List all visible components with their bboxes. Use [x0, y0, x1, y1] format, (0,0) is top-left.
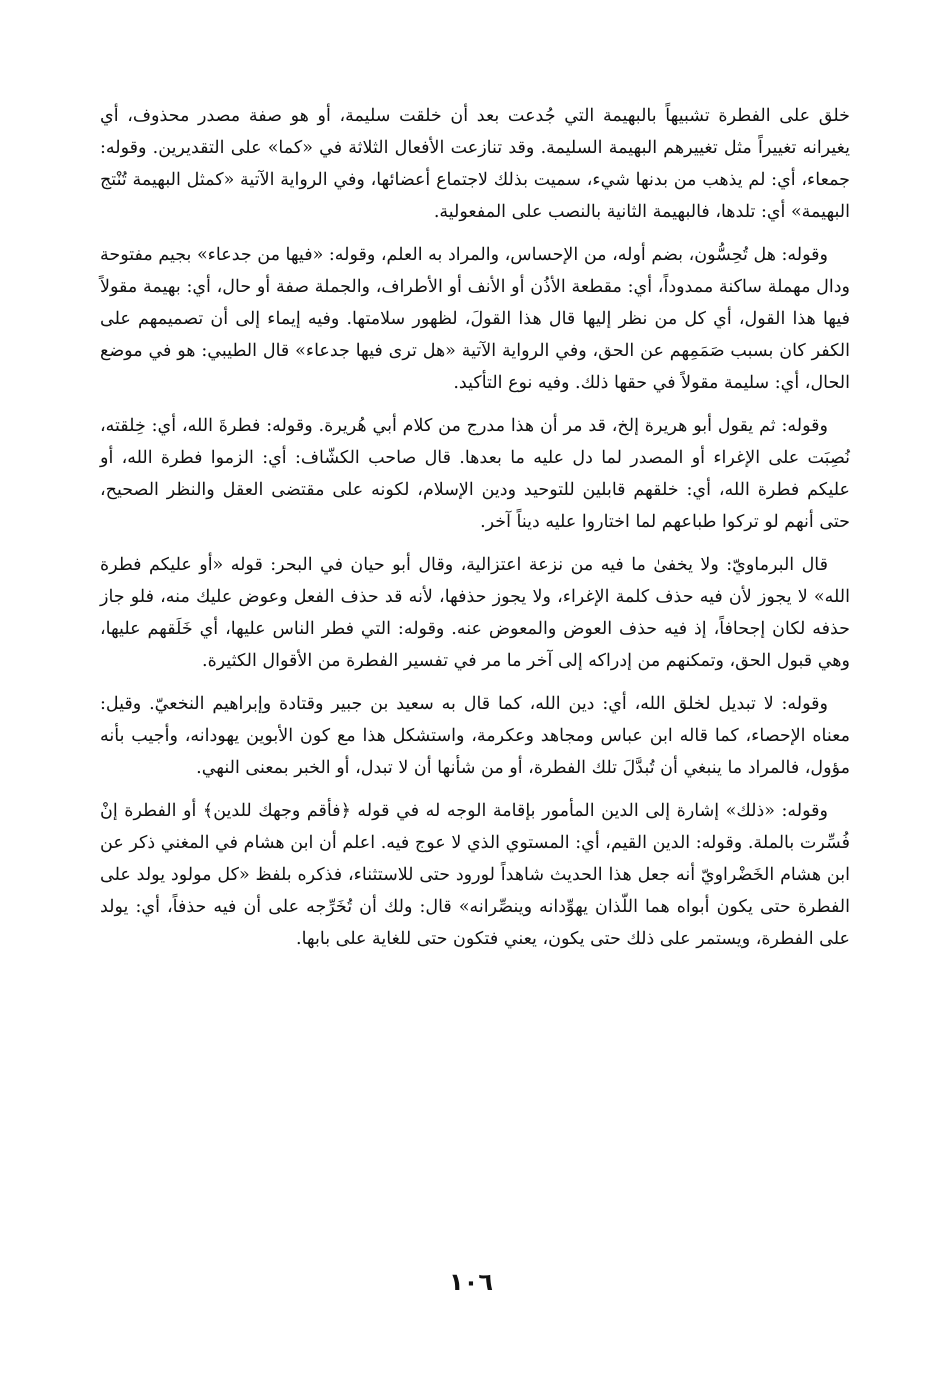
paragraph-5: وقوله: لا تبديل لخلق الله، أي: دين الله، كما قال به سعيد بن جبير وقتادة وإبراهيم النخعيّ. وقيل: معناه الإحصاء، كما قاله ابن عباس ومجاهد وعكرمة، واستشكل هذا مع كون الأبوين يهودانه، وأجيب بأنه مؤول، فالمراد ما ينبغي أن تُبدَّلَ تلك الفطرة، أو من شأنها أن لا تبدل، أو الخبر بمعنى النهي. [100, 694, 850, 778]
paragraph-6: وقوله: «ذلك» إشارة إلى الدين المأمور بإقامة الوجه له في قوله ﴿فأقم وجهك للدين﴾ أو الفطرة إنْ فُسِّرت بالملة. وقوله: الدين القيم، أي: المستوي الذي لا عوج فيه. اعلم أن ابن هشام في المغني ذكر عن ابن هشام الخَضْراويّ أنه جعل هذا الحديث شاهداً لورود حتى للاستثناء، فذكره بلفظ «كل مولود يولد على الفطرة حتى يكون أبواه هما اللّذان يهوِّدانه وينصِّرانه» قال: ولك أن تُخَرِّجه على أن فيه حذفاً، أي: يولد على الفطرة، ويستمر على ذلك حتى يكون، يعني فتكون حتى للغاية على بابها. [100, 801, 850, 949]
paragraph-3: وقوله: ثم يقول أبو هريرة إلخ، قد مر أن هذا مدرج من كلام أبي هُريرة. وقوله: فطرةَ الله، أي: خِلقته، نُصِبَت على الإغراء أو المصدر لما دل عليه ما بعدها. قال صاحب الكشّاف: أي: الزموا فطرة الله، أو عليكم فطرة الله، أي: خلقهم قابلين للتوحيد ودين الإسلام، لكونه على مقتضى العقل والنظر الصحيح، حتى أنهم لو تركوا طباعهم لما اختاروا عليه ديناً آخر. [100, 416, 850, 532]
page-number: ١٠٦ [449, 1268, 493, 1296]
paragraph-1: خلق على الفطرة تشبيهاً بالبهيمة التي جُدعت بعد أن خلقت سليمة، أو هو صفة مصدر محذوف، أي يغيرانه تغييراً مثل تغييرهم البهيمة السليمة. وقد تنازعت الأفعال الثلاثة في «كما» على التقديرين. وقوله: جمعاء، أي: لم يذهب من بدنها شيء، سميت بذلك لاجتماع أعضائها، وفي الرواية الآتية «كمثل البهيمة تُنْتج البهيمة» أي: تلدها، فالبهيمة الثانية بالنصب على المفعولية. [100, 106, 850, 222]
paragraph-4: قال البرماويّ: ولا يخفىٰ ما فيه من نزعة اعتزالية، وقال أبو حيان في البحر: قوله «أو عليكم فطرة الله» لا يجوز لأن فيه حذف كلمة الإغراء، ولا يجوز حذفها، لأنه قد حذف الفعل وعوض عليك منه، فلو جاز حذفه لكان إجحافاً، إذ فيه حذف العوض والمعوض عنه. وقوله: التي فطر الناس عليها، أي خَلَقهم عليها، وهي قبول الحق، وتمكنهم من إدراكه إلى آخر ما مر في تفسير الفطرة من الأقوال الكثيرة. [100, 555, 850, 671]
page-body [100, 100, 850, 1263]
paragraph-2: وقوله: هل تُحِسُّون، بضم أوله، من الإحساس، والمراد به العلم، وقوله: «فيها من جدعاء» بجيم مفتوحة ودال مهملة ساكنة ممدوداً، أي: مقطعة الأذُن أو الأنف أو الأطراف، والجملة صفة أو حال، أي: بهيمة مقولاً فيها هذا القول، أي كل من نظر إليها قال هذا القولَ، لظهور سلامتها. وفيه إيماء إلى أن تصميمهم على الكفر كان بسبب صَمَمِهم عن الحق، وفي الرواية الآتية «هل ترى فيها جدعاء» قال الطيبي: هو في موضع الحال، أي: سليمة مقولاً في حقها ذلك. وفيه نوع التأكيد. [100, 245, 850, 393]
